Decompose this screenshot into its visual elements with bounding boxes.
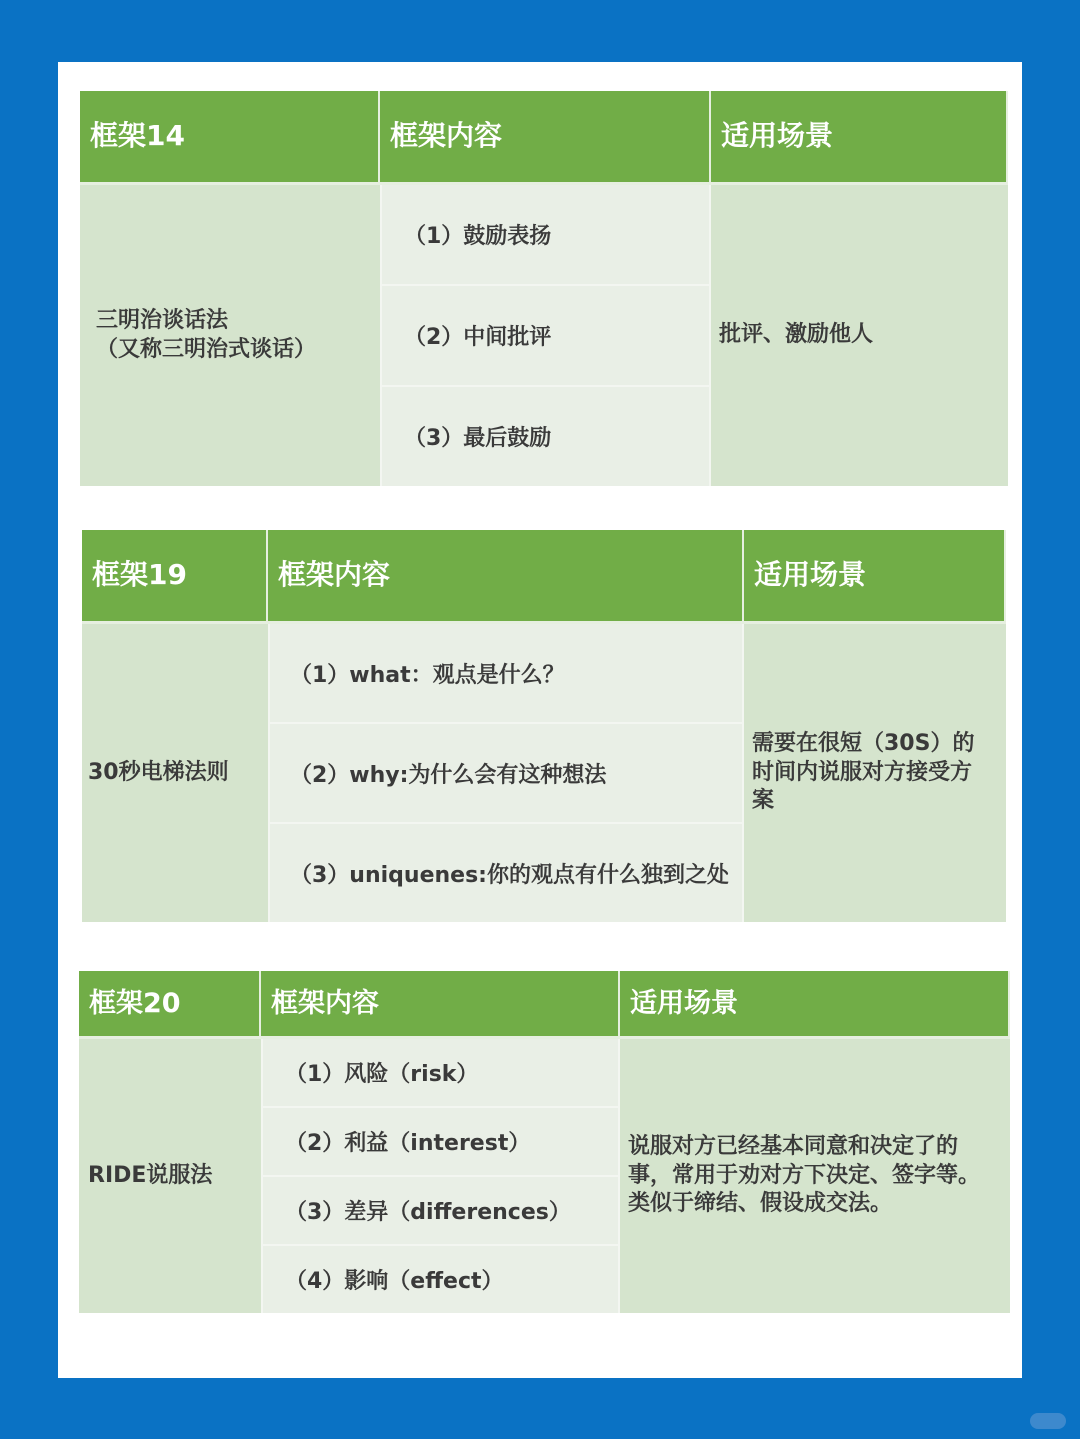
watermark-badge <box>1030 1413 1066 1429</box>
header-framework-id: 框架19 <box>82 530 268 624</box>
framework-table-19 <box>82 530 1006 922</box>
header-framework-id: 框架14 <box>80 91 380 185</box>
framework-step: （1）鼓励表扬 <box>382 185 709 286</box>
framework-step: （1）what：观点是什么？ <box>270 624 742 724</box>
framework-name: 30秒电梯法则 <box>82 624 268 922</box>
framework-step: （3）最后鼓励 <box>404 426 552 451</box>
framework-table-20 <box>79 971 1010 1313</box>
framework-step: （2）中间批评 <box>382 286 709 387</box>
framework-table-14 <box>80 91 1008 486</box>
framework-step: （3）uniquenes:你的观点有什么独到之处 <box>290 862 729 888</box>
framework-step: （4）影响（effect） <box>285 1269 504 1294</box>
header-framework-content: 框架内容 <box>380 91 711 185</box>
scenario-text: 说服对方已经基本同意和决定了的事，常用于劝对方下决定、签字等。类似于缔结、假设成交法。 <box>620 1039 1010 1313</box>
framework-steps <box>380 185 711 486</box>
header-framework-id: 框架20 <box>79 971 261 1039</box>
framework-steps <box>268 624 744 922</box>
framework-step: （2）why:为什么会有这种想法 <box>270 724 742 824</box>
framework-steps <box>261 1039 620 1313</box>
framework-name: 三明治谈话法 （又称三明治式谈话） <box>80 185 380 486</box>
document-page <box>58 62 1022 1378</box>
framework-step: （3）差异（differences） <box>263 1177 618 1246</box>
scenario-text: 需要在很短（30S）的时间内说服对方接受方案 <box>744 624 1006 922</box>
framework-name: RIDE说服法 <box>79 1039 261 1313</box>
header-framework-content: 框架内容 <box>261 971 620 1039</box>
header-scenario: 适用场景 <box>620 971 1010 1039</box>
framework-step: （1）风险（risk） <box>263 1039 618 1108</box>
header-scenario: 适用场景 <box>744 530 1006 624</box>
header-framework-content: 框架内容 <box>268 530 744 624</box>
scenario-text: 批评、激励他人 <box>711 185 1008 486</box>
header-scenario: 适用场景 <box>711 91 1008 185</box>
framework-step: （2）利益（interest） <box>263 1108 618 1177</box>
